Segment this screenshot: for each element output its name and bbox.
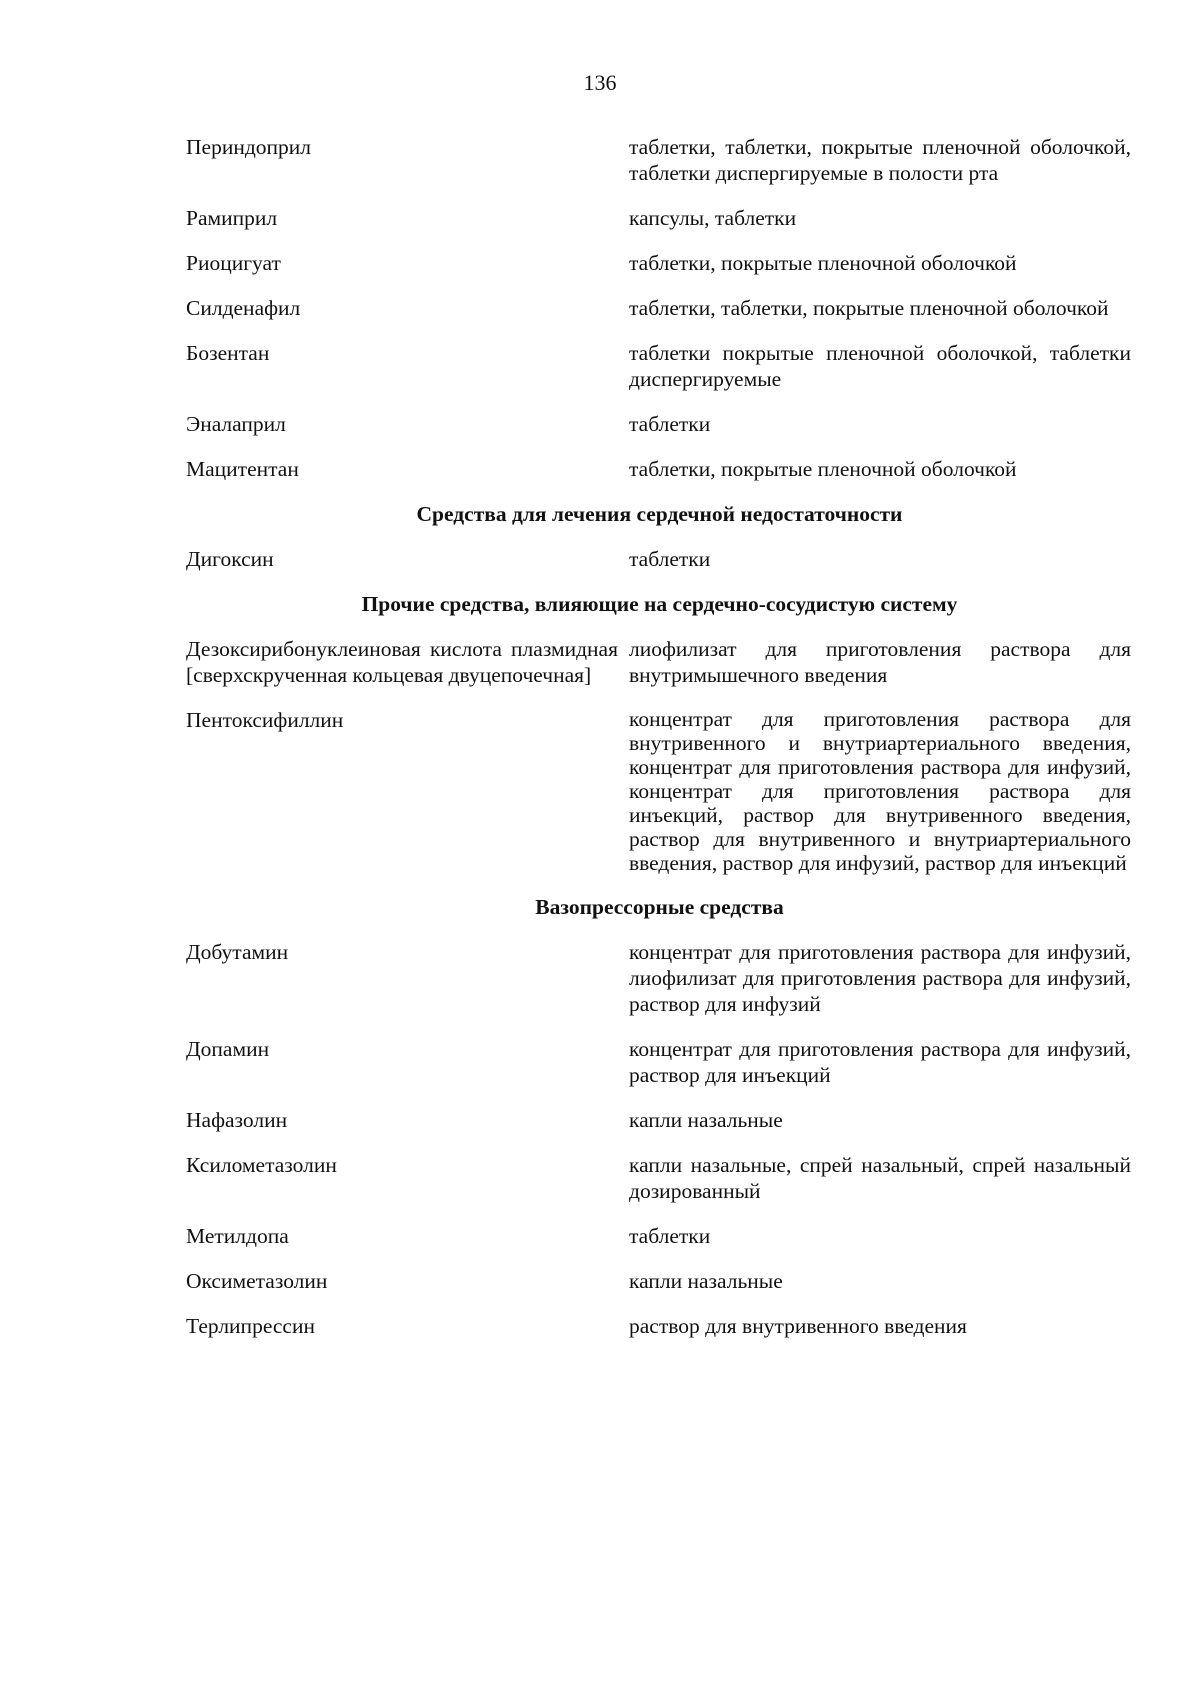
drug-name: Силденафил xyxy=(186,296,301,320)
drug-row xyxy=(186,411,1133,437)
drug-name: Оксиметазолин xyxy=(186,1269,328,1293)
drug-forms: таблетки xyxy=(629,1224,711,1248)
drug-row xyxy=(186,250,1133,276)
drug-name: Терлипрессин xyxy=(186,1314,315,1338)
drug-name: Допамин xyxy=(186,1037,270,1061)
drug-name: Ксилометазолин xyxy=(186,1153,337,1177)
drug-name: Нафазолин xyxy=(186,1108,288,1132)
page-number: 136 xyxy=(583,70,617,95)
drug-forms: капли назальные xyxy=(629,1269,783,1293)
drug-name: Рамиприл xyxy=(186,206,278,230)
drug-name: Дигоксин xyxy=(186,547,274,571)
drug-list xyxy=(186,134,1133,1339)
drug-name: Периндоприл xyxy=(186,135,312,159)
drug-forms: таблетки xyxy=(629,547,711,571)
drug-name: Бозентан xyxy=(186,341,270,365)
drug-row xyxy=(186,1107,1133,1133)
drug-forms: таблетки, таблетки, покрытые пленочной оболочкой xyxy=(629,296,1109,320)
drug-row xyxy=(186,1152,1133,1204)
drug-name: Эналаприл xyxy=(186,412,286,436)
drug-row xyxy=(186,636,1133,688)
drug-forms: таблетки xyxy=(629,412,711,436)
drug-name: Риоцигуат xyxy=(186,251,281,275)
drug-row xyxy=(186,456,1133,482)
drug-row xyxy=(186,939,1133,1017)
drug-forms: таблетки, покрытые пленочной оболочкой xyxy=(629,457,1017,481)
drug-name: Метилдопа xyxy=(186,1224,289,1248)
drug-row xyxy=(186,707,1133,875)
drug-row xyxy=(186,1313,1133,1339)
drug-row xyxy=(186,134,1133,186)
drug-forms: таблетки, таблетки, покрытые пленочной оболочкой, таблетки диспергируемые в полости рта xyxy=(629,135,1131,185)
section-heading: Прочие средства, влияющие на сердечно-сосудистую систему xyxy=(361,592,958,616)
drug-forms: концентрат для приготовления раствора для внутривенного и внутриартериального введения, концентрат для приготовления раствора для инфузий, концентрат для приготовления раствора для инъекций, раствор для внутривенного введения, раствор для внутривенного и внутриартериального введения, раствор для инфузий, раствор для инъекций xyxy=(629,707,1131,875)
section-heading: Средства для лечения сердечной недостаточности xyxy=(416,502,903,526)
drug-row xyxy=(186,295,1133,321)
drug-forms: капсулы, таблетки xyxy=(629,206,797,230)
drug-forms: капли назальные, спрей назальный, спрей назальный дозированный xyxy=(629,1153,1131,1203)
drug-name: Добутамин xyxy=(186,940,289,964)
drug-forms: лиофилизат для приготовления раствора для внутримышечного введения xyxy=(629,637,1131,687)
drug-row xyxy=(186,205,1133,231)
drug-row xyxy=(186,1036,1133,1088)
drug-forms: капли назальные xyxy=(629,1108,783,1132)
drug-forms: раствор для внутривенного введения xyxy=(629,1314,967,1338)
drug-name: Пентоксифиллин xyxy=(186,708,344,732)
drug-row xyxy=(186,546,1133,572)
section-heading: Вазопрессорные средства xyxy=(535,895,784,919)
drug-forms: концентрат для приготовления раствора для инфузий, лиофилизат для приготовления раствора для инфузий, раствор для инфузий xyxy=(629,940,1131,1016)
drug-name: Мацитентан xyxy=(186,457,299,481)
drug-forms: концентрат для приготовления раствора для инфузий, раствор для инъекций xyxy=(629,1037,1131,1087)
drug-forms: таблетки, покрытые пленочной оболочкой xyxy=(629,251,1017,275)
drug-name: Дезоксирибонуклеиновая кислота плазмидная [сверхскрученная кольцевая двуцепочечная] xyxy=(186,637,618,687)
drug-row xyxy=(186,340,1133,392)
drug-row xyxy=(186,1268,1133,1294)
drug-row xyxy=(186,1223,1133,1249)
drug-forms: таблетки покрытые пленочной оболочкой, таблетки диспергируемые xyxy=(629,341,1131,391)
